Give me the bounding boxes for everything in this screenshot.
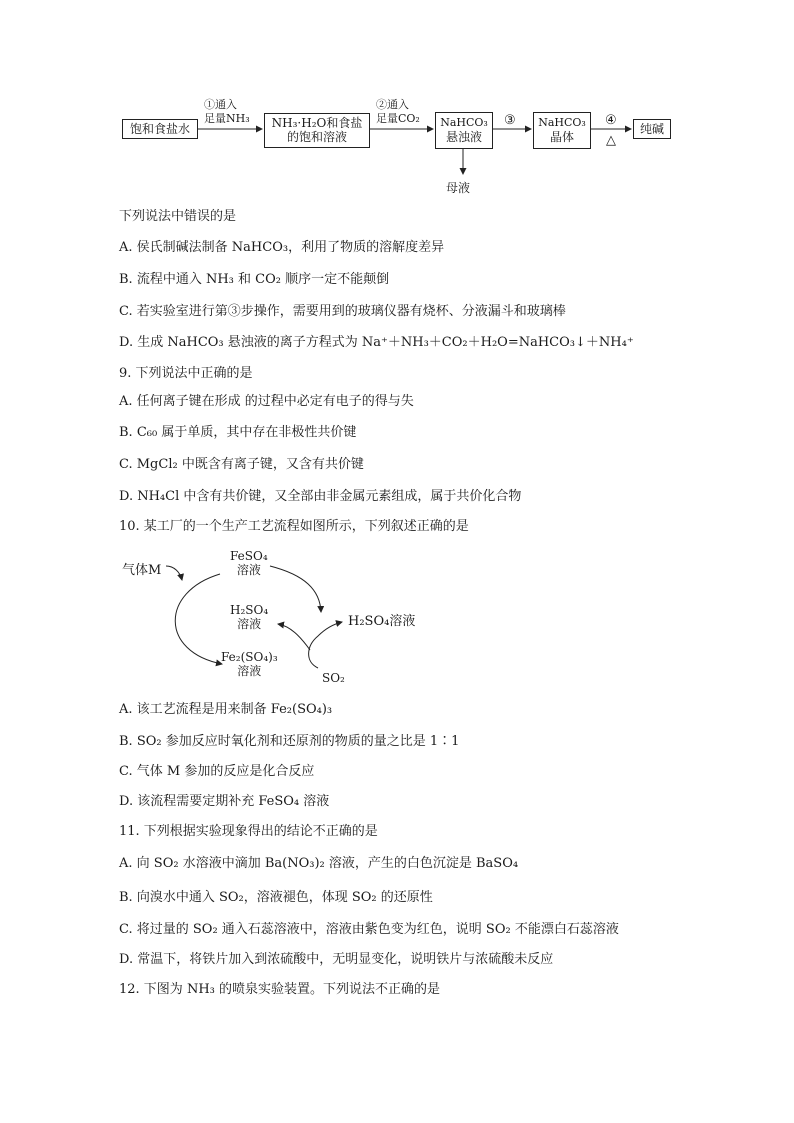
flow-box-suspension-line1: NaHCO₃ (440, 116, 488, 129)
flow-box-crystal-line1: NaHCO₃ (538, 116, 586, 129)
cycle-arrow-so2 (309, 622, 342, 668)
q8-stem: 下列说法中错误的是 (119, 209, 237, 224)
q8-option-c: C. 若实验室进行第③步操作，需要用到的玻璃仪器有烧杯、分液漏斗和玻璃棒 (119, 304, 566, 319)
flow-box-solution-line1: NH₃·H₂O和食盐 (271, 116, 363, 130)
cycle-h2so4-output: H₂SO₄溶液 (348, 614, 416, 629)
q10-option-b: B. SO₂ 参加反应时氧化剂和还原剂的物质的量之比是 1∶1 (119, 734, 460, 749)
flow-step3-label: ③ (504, 113, 516, 128)
q11-stem: 11. 下列根据实验现象得出的结论不正确的是 (119, 824, 378, 839)
q10-option-a: A. 该工艺流程是用来制备 Fe₂(SO₄)₃ (119, 702, 333, 717)
cycle-h2so4 (230, 603, 268, 631)
cycle-arc-h2so4 (278, 624, 310, 650)
flow-box-start: 饱和食盐水 (122, 119, 198, 139)
flow-step4-label: ④ (605, 113, 617, 128)
q11-option-b: B. 向溴水中通入 SO₂，溶液褪色，体现 SO₂ 的还原性 (119, 890, 433, 905)
cycle-gas-m: 气体M (122, 563, 162, 578)
q10-stem: 10. 某工厂的一个生产工艺流程如图所示，下列叙述正确的是 (119, 519, 469, 534)
cycle-h2so4-formula: H₂SO₄ (230, 603, 269, 617)
q11-option-a: A. 向 SO₂ 水溶液中滴加 Ba(NO₃)₂ 溶液，产生的白色沉淀是 BaSO₄ (119, 856, 519, 871)
cycle-arc-left (175, 574, 222, 664)
cycle-feso4-solution: 溶液 (236, 563, 261, 577)
q8-option-a: A. 侯氏制碱法制备 NaHCO₃，利用了物质的溶解度差异 (119, 240, 445, 255)
q10-option-c: C. 气体 M 参加的反应是化合反应 (119, 764, 315, 779)
flow-mother-liquor: 母液 (446, 181, 471, 195)
cycle-fe2so43-solution: 溶液 (237, 664, 262, 678)
q11-option-d: D. 常温下，将铁片加入到浓硫酸中，无明显变化，说明铁片与浓硫酸未反应 (119, 952, 554, 967)
q9-option-c: C. MgCl₂ 中既含有离子键，又含有共价键 (119, 457, 364, 472)
flow-box-suspension-line2: 悬浊液 (445, 130, 482, 144)
q8-option-d: D. 生成 NaHCO₃ 悬浊液的离子方程式为 Na⁺＋NH₃＋CO₂＋H₂O=NaHCO₃↓＋NH₄⁺ (119, 335, 634, 350)
flow-step4-heat: △ (606, 133, 616, 148)
q9-option-d: D. NH₄Cl 中含有共价键，又全部由非金属元素组成，属于共价化合物 (119, 489, 522, 504)
flow-step1-reagent: 足量NH₃ (204, 112, 250, 125)
cycle-feso4 (230, 549, 268, 577)
flow-step1-label: ①通入 (204, 98, 237, 111)
q11-option-c: C. 将过量的 SO₂ 通入石蕊溶液中，溶液由紫色变为红色，说明 SO₂ 不能漂白石蕊溶液 (119, 922, 619, 937)
cycle-arrow-gas-m (166, 566, 182, 580)
flow-step2-reagent: 足量CO₂ (376, 112, 420, 125)
cycle-fe2so43-formula: Fe₂(SO₄)₃ (221, 650, 278, 664)
cycle-feso4-formula: FeSO₄ (230, 549, 268, 563)
q9-option-a: A. 任何离子键在形成 的过程中必定有电子的得与失 (119, 394, 414, 409)
q9-option-b: B. C₆₀ 属于单质，其中存在非极性共价键 (119, 425, 357, 440)
cycle-h2so4-solution: 溶液 (237, 617, 262, 631)
cycle-fe2so43 (221, 650, 278, 678)
cycle-arc-right (270, 566, 321, 612)
flow-box-solution-line2: 的饱和溶液 (286, 130, 347, 144)
flow-box-end: 纯碱 (633, 119, 671, 139)
q9-stem: 9. 下列说法中正确的是 (119, 366, 253, 381)
q12-stem: 12. 下图为 NH₃ 的喷泉实验装置。下列说法不正确的是 (119, 982, 440, 997)
flow-box-crystal-line2: 晶体 (549, 130, 574, 144)
cycle-so2: SO₂ (322, 671, 345, 685)
q8-option-b: B. 流程中通入 NH₃ 和 CO₂ 顺序一定不能颠倒 (119, 272, 390, 287)
flow-step2-label: ②通入 (376, 98, 409, 111)
q10-option-d: D. 该流程需要定期补充 FeSO₄ 溶液 (119, 794, 330, 809)
